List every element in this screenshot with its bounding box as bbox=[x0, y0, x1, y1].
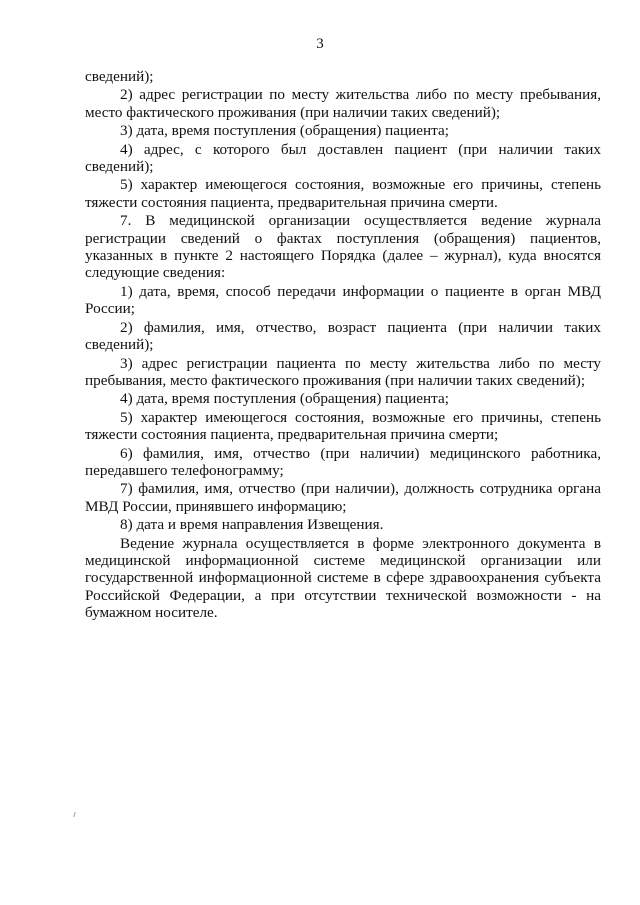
journal-item-7: 7) фамилия, имя, отчество (при наличии), должность сотрудника органа МВД России, принявшего информацию; bbox=[85, 480, 601, 515]
journal-item-3: 3) адрес регистрации пациента по месту жительства либо по месту пребывания, место фактического проживания (при наличии таких сведений); bbox=[85, 354, 601, 389]
journal-item-4: 4) дата, время поступления (обращения) пациента; bbox=[120, 390, 449, 408]
scan-mark bbox=[73, 812, 75, 817]
list-item-2-address: 2) адрес регистрации по месту жительства либо по месту пребывания, место фактического проживания (при наличии таких сведений); bbox=[85, 86, 601, 121]
journal-item-2: 2) фамилия, имя, отчество, возраст пациента (при наличии таких сведений); bbox=[85, 318, 601, 354]
journal-item-8: 8) дата и время направления Извещения. bbox=[120, 516, 384, 534]
list-item-5-condition: 5) характер имеющегося состояния, возможные его причины, степень тяжести состояния пациента, предварительная причина смерти. bbox=[85, 176, 601, 211]
journal-item-5: 5) характер имеющегося состояния, возможные его причины, степень тяжести состояния пациента, предварительная причина смерти; bbox=[85, 408, 601, 444]
journal-item-1: 1) дата, время, способ передачи информации о пациенте в орган МВД России; bbox=[85, 282, 601, 318]
paragraph-continuation: сведений); bbox=[85, 68, 154, 85]
paragraph-7-journal: 7. В медицинской организации осуществляется ведение журнала регистрации сведений о фактах поступления (обращения) пациентов, указанных в пункте 2 настоящего Порядка (далее – журнал), куда вносятся следующие сведения: bbox=[85, 212, 601, 282]
document-body bbox=[85, 68, 601, 622]
paragraph-journal-format: Ведение журнала осуществляется в форме электронного документа в медицинской информационной системе медицинской организации или государственной информационной системе в сфере здравоохранения субъекта Российской Федерации, а при отсутствии технической возможности - на бумажном носителе. bbox=[85, 534, 601, 622]
list-item-4-delivery-address: 4) адрес, с которого был доставлен пациент (при наличии таких сведений); bbox=[85, 140, 601, 176]
journal-item-6: 6) фамилия, имя, отчество (при наличии) медицинского работника, передавшего телефонограмму; bbox=[85, 444, 601, 479]
page-number: 3 bbox=[316, 36, 324, 52]
list-item-3-date: 3) дата, время поступления (обращения) пациента; bbox=[120, 122, 449, 140]
